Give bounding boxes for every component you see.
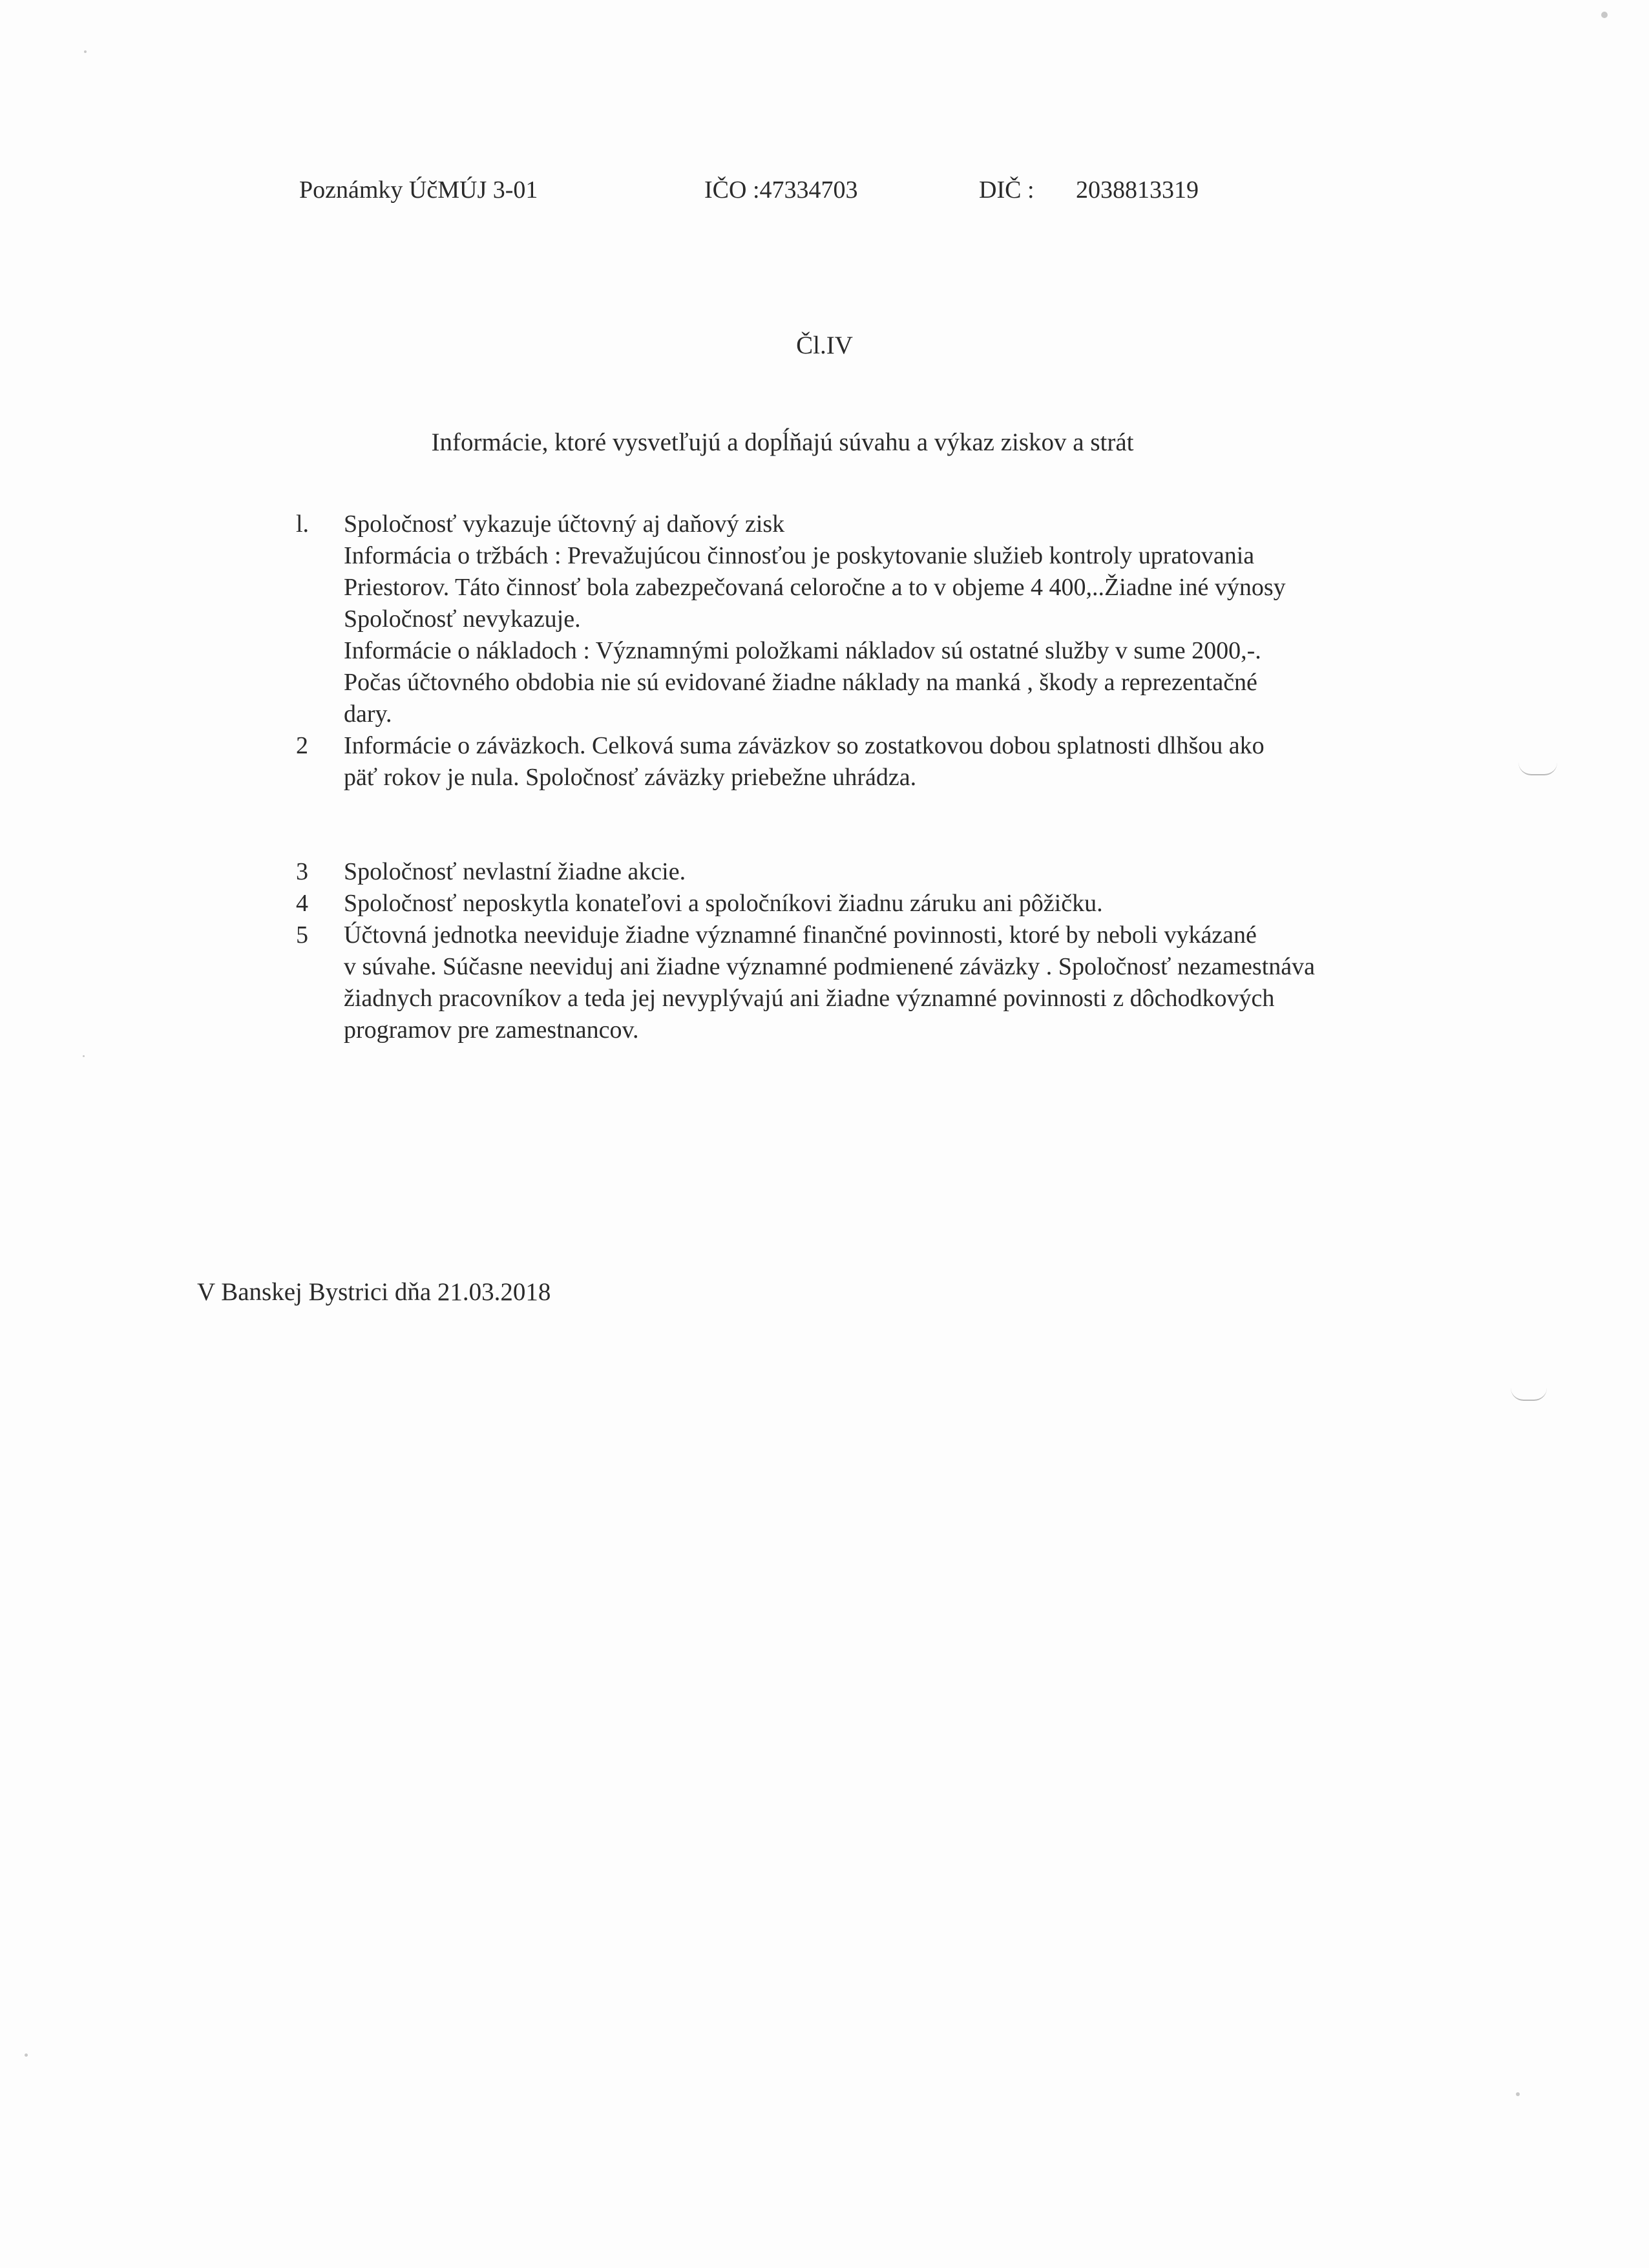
- item-line: dary.: [344, 700, 392, 728]
- item-line: Spoločnosť nevykazuje.: [344, 605, 581, 633]
- item-line: Spoločnosť neposkytla konateľovi a spoločníkovi žiadnu záruku ani pôžičku.: [344, 890, 1103, 917]
- item-line: programov pre zamestnancov.: [344, 1016, 639, 1044]
- item-number: 4: [296, 890, 308, 917]
- article-number: Čl.IV: [796, 331, 853, 359]
- item-line: v súvahe. Súčasne neeviduj ani žiadne významné podmienené záväzky . Spoločnosť nezamestnáva: [344, 953, 1315, 980]
- subtitle-text: Informácie, ktoré vysvetľujú a dopĺňajú súvahu a výkaz ziskov a strát: [431, 428, 1134, 456]
- item-number: l.: [296, 510, 310, 538]
- item-line: Spoločnosť vykazuje účtovný aj daňový zisk: [344, 510, 785, 538]
- item-line: žiadnych pracovníkov a teda jej nevyplývajú ani žiadne významné povinnosti z dôchodkových: [344, 985, 1275, 1012]
- item-number: 2: [296, 732, 308, 759]
- header-dic-value: 2038813319: [1076, 176, 1199, 204]
- item-line: Informácia o tržbách : Prevažujúcou činnosťou je poskytovanie služieb kontroly upratovania: [344, 542, 1255, 569]
- item-body: [344, 919, 1429, 1046]
- section-subtitle: [0, 428, 1649, 457]
- item-line: Účtovná jednotka neeviduje žiadne významné finančné povinnosti, ktoré by neboli vykázané: [344, 921, 1257, 949]
- item-body: [344, 856, 1429, 888]
- item-line: Informácie o záväzkoch. Celková suma záväzkov so zostatkovou dobou splatnosti dlhšou ako: [344, 732, 1265, 759]
- header: [0, 176, 1649, 215]
- item-line: päť rokov je nula. Spoločnosť záväzky priebežne uhrádza.: [344, 764, 917, 791]
- item-line: Informácie o nákladoch : Významnými položkami nákladov sú ostatné služby v sume 2000,-.: [344, 637, 1261, 664]
- scan-mark: [1518, 762, 1557, 775]
- item-number: 3: [296, 858, 308, 885]
- item-body: [344, 509, 1429, 730]
- item-body: [344, 730, 1429, 793]
- item-body: [344, 888, 1429, 919]
- item-number: 5: [296, 921, 308, 949]
- item-line: Spoločnosť nevlastní žiadne akcie.: [344, 858, 686, 885]
- header-label: Poznámky ÚčMÚJ 3-01: [299, 176, 538, 204]
- header-dic-label: DIČ :: [979, 176, 1035, 204]
- item-line: Počas účtovného obdobia nie sú evidované žiadne náklady na manká , škody a reprezentačné: [344, 669, 1257, 696]
- place-and-date: V Banskej Bystrici dňa 21.03.2018: [197, 1278, 551, 1306]
- scan-mark: [1511, 1388, 1547, 1401]
- header-ico: IČO :47334703: [704, 176, 858, 204]
- article-heading: [0, 331, 1649, 360]
- item-line: Priestorov. Táto činnosť bola zabezpečovaná celoročne a to v objeme 4 400,..Žiadne iné výnosy: [344, 574, 1286, 601]
